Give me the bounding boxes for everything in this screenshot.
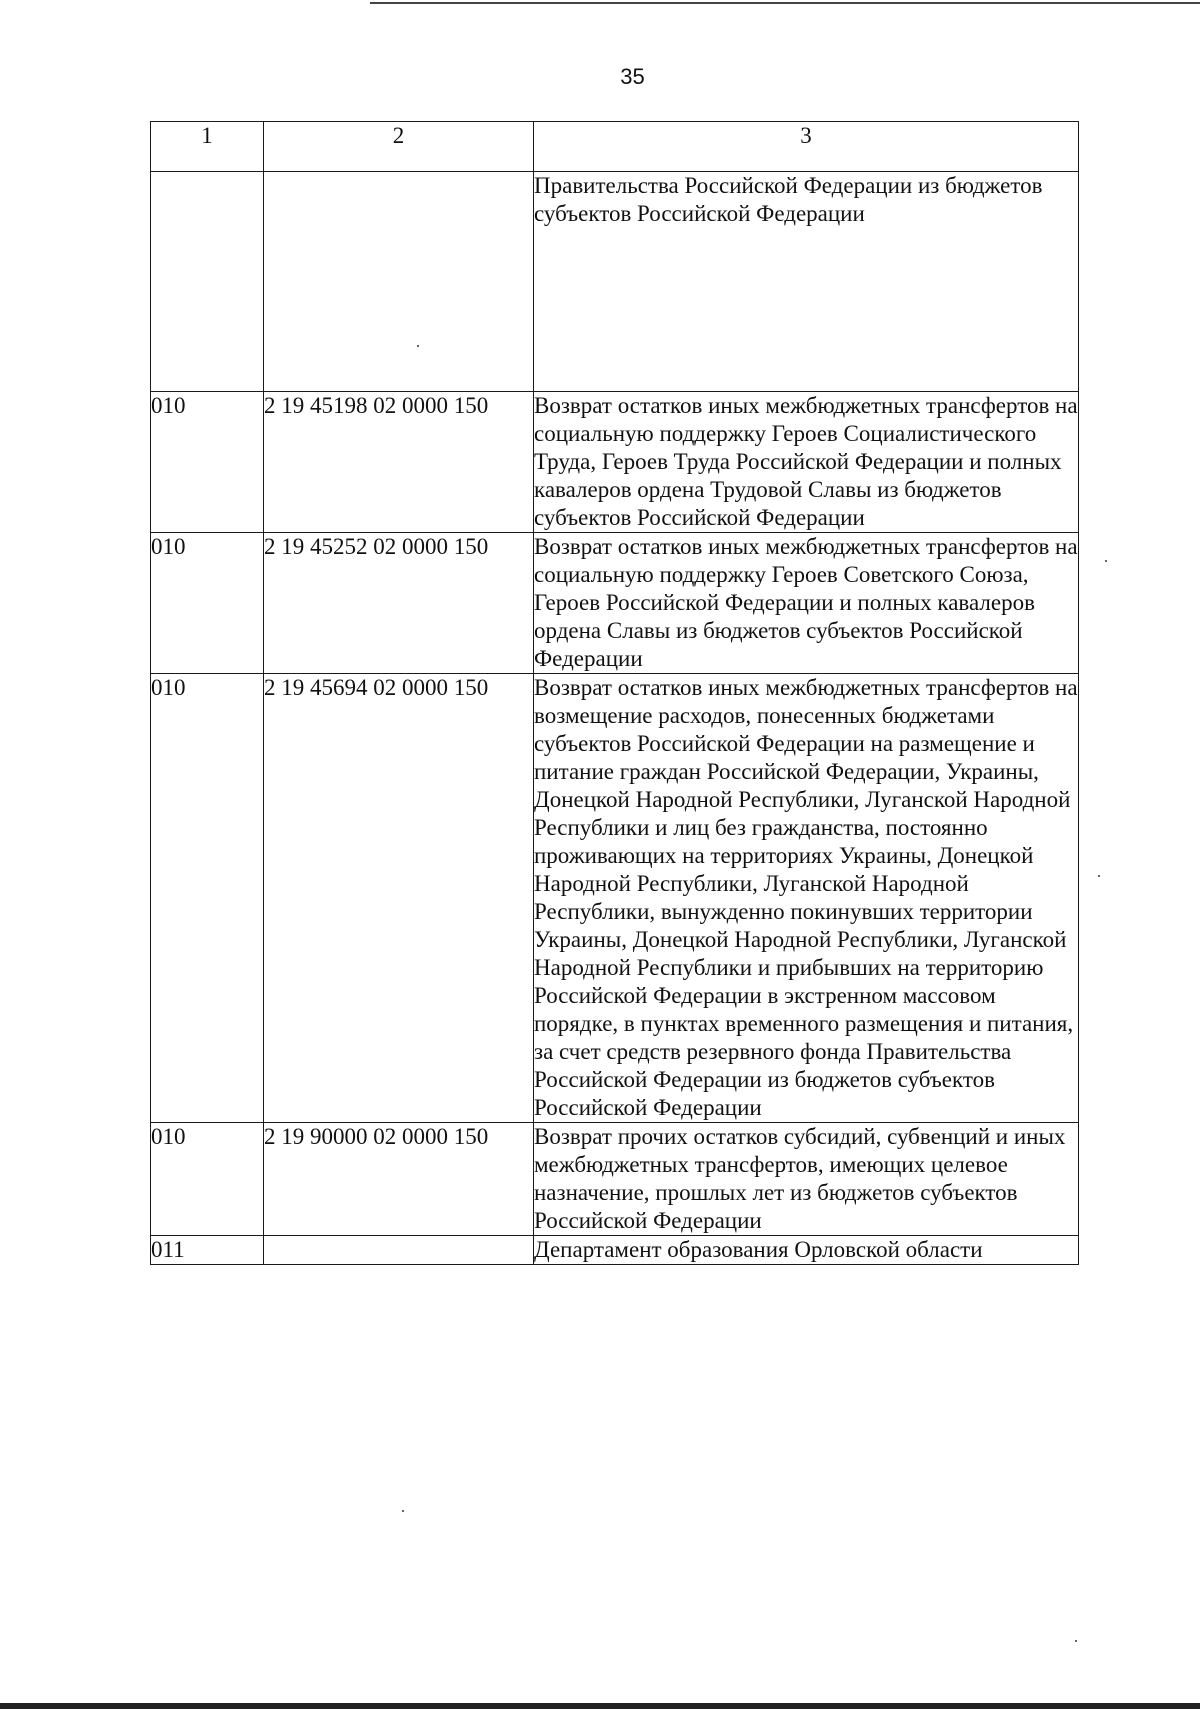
budget-code-cell: 2 19 45694 02 0000 150 [264,674,534,1123]
description-cell: Возврат остатков иных межбюджетных трансфертов на возмещение расходов, понесенных бюджетами субъектов Российской Федерации на размещение и питание граждан Российской Федерации, Украины, Донецкой Народной Республики, Луганской Народной Республики и лиц без гражданства, постоянно проживающих на территориях Украины, Донецкой Народной Республики, Луганской Народной Республики, вынужденно покинувших территории Украины, Донецкой Народной Республики, Луганской Народной Республики и прибывших на территорию Российской Федерации в экстренном массовом порядке, в пунктах временного размещения и питания, за счет средств резервного фонда Правительства Российской Федерации из бюджетов субъектов Российской Федерации [534,674,1079,1123]
admin-code-cell: 010 [151,674,264,1123]
scan-speck [1098,875,1100,877]
description-cell: Возврат остатков иных межбюджетных трансфертов на социальную поддержку Героев Социалистического Труда, Героев Труда Российской Федерации и полных кавалеров ордена Трудовой Славы из бюджетов субъектов Российской Федерации [534,392,1079,533]
budget-code-cell [264,1236,534,1265]
page-number: 35 [620,64,645,89]
admin-code-cell: 010 [151,1123,264,1236]
scan-speck [417,345,419,347]
admin-code-cell: 010 [151,533,264,674]
budget-code-cell: 2 19 45252 02 0000 150 [264,533,534,674]
admin-code-cell: 010 [151,392,264,533]
scan-bottom-edge [0,1703,1200,1709]
description-cell: Возврат остатков иных межбюджетных трансфертов на социальную поддержку Героев Советского Союза, Героев Российской Федерации и полных кавалеров ордена Славы из бюджетов субъектов Российской Федерации [534,533,1079,674]
scan-top-edge [370,2,1200,4]
table-row [151,1236,1079,1265]
table-row [151,392,1079,533]
table-row [151,674,1079,1123]
column-header-3: 3 [534,122,1079,172]
description-cell: Возврат прочих остатков субсидий, субвенций и иных межбюджетных трансфертов, имеющих целевое назначение, прошлых лет из бюджетов субъектов Российской Федерации [534,1123,1079,1236]
scan-speck [402,1510,404,1512]
budget-code-cell [264,172,534,392]
description-cell: Департамент образования Орловской области [534,1236,1079,1265]
admin-code-cell [151,172,264,392]
scan-speck [1075,1640,1077,1642]
table-header-row [151,122,1079,172]
budget-codes-table [150,121,1079,1265]
table-row [151,1123,1079,1236]
budget-code-cell: 2 19 45198 02 0000 150 [264,392,534,533]
column-header-1: 1 [151,122,264,172]
description-cell: Правительства Российской Федерации из бюджетов субъектов Российской Федерации [534,172,1079,392]
scan-speck [1105,560,1107,562]
admin-code-cell: 011 [151,1236,264,1265]
column-header-2: 2 [264,122,534,172]
table-row [151,172,1079,392]
table-row [151,533,1079,674]
budget-code-cell: 2 19 90000 02 0000 150 [264,1123,534,1236]
